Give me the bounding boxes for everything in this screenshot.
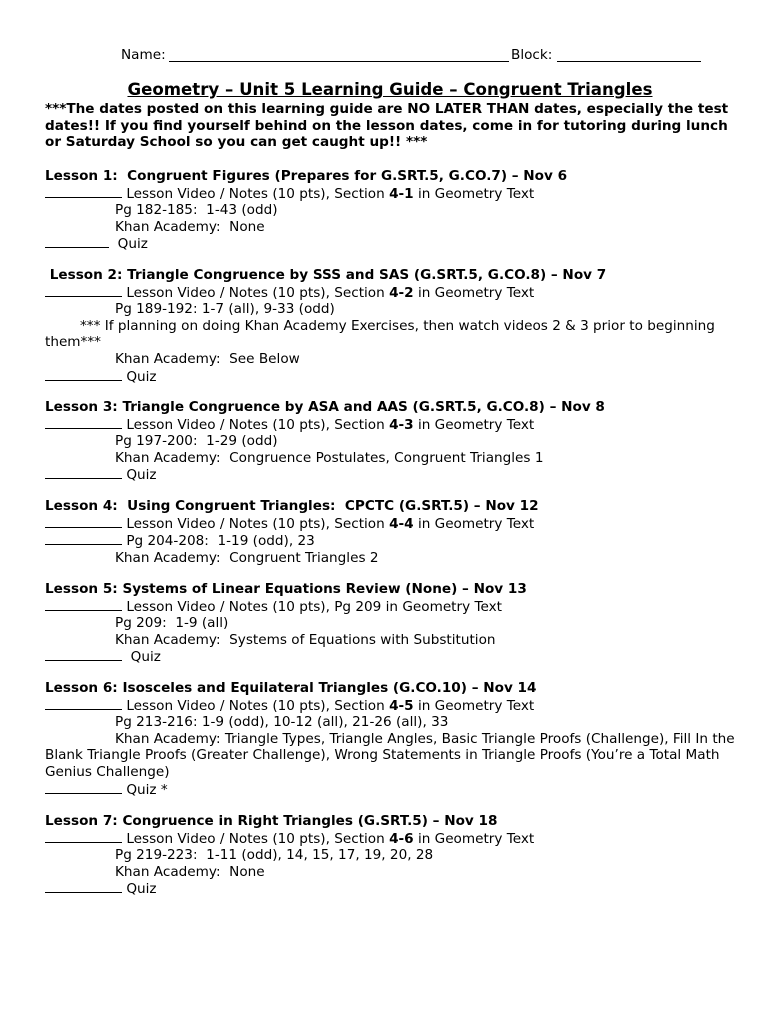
name-field[interactable] xyxy=(169,61,509,62)
lesson-3 xyxy=(45,399,735,484)
checkoff-blank[interactable] xyxy=(45,781,122,794)
khan-row: Khan Academy: Triangle Types, Triangle Angles, Basic Triangle Proofs (Challenge), Fill In the Blank Triangle Proofs (Greater Challenge), Wrong Statements in Triangle Proofs (You’re a Total Math Genius Challenge) xyxy=(45,730,735,780)
lesson-title: Lesson 2: Triangle Congruence by SSS and SAS (G.SRT.5, G.CO.8) – Nov 7 xyxy=(45,267,607,283)
pages-row: Pg 219-223: 1-11 (odd), 14, 15, 17, 19, 20, 28 xyxy=(115,847,434,864)
quiz-row: Quiz xyxy=(45,648,735,666)
checkoff-blank[interactable] xyxy=(45,284,122,297)
quiz-row: Quiz xyxy=(45,368,735,386)
video-row: Lesson Video / Notes (10 pts), Pg 209 in Geometry Text xyxy=(45,598,735,616)
lesson-title: Lesson 7: Congruence in Right Triangles (G.SRT.5) – Nov 18 xyxy=(45,813,498,829)
video-row: Lesson Video / Notes (10 pts), Section 4-2 in Geometry Text xyxy=(45,284,735,302)
section-number: 4-6 xyxy=(389,830,414,847)
khan-row: Khan Academy: See Below xyxy=(115,350,300,367)
quiz-row: Quiz * xyxy=(45,781,735,799)
pages-row: Pg 189-192: 1-7 (all), 9-33 (odd) xyxy=(115,301,335,318)
khan-row: Khan Academy: None xyxy=(115,218,265,235)
khan-row: Khan Academy: Congruence Postulates, Congruent Triangles 1 xyxy=(115,449,544,466)
lesson-6 xyxy=(45,680,735,798)
pages-row: Pg 213-216: 1-9 (odd), 10-12 (all), 21-26 (all), 33 xyxy=(115,714,449,731)
pages-row: Pg 209: 1-9 (all) xyxy=(115,615,229,632)
pages-row: Pg 182-185: 1-43 (odd) xyxy=(115,202,278,219)
video-row: Lesson Video / Notes (10 pts), Section 4-1 in Geometry Text xyxy=(45,185,735,203)
checkoff-blank[interactable] xyxy=(45,697,122,710)
checkoff-blank[interactable] xyxy=(45,598,122,611)
checkoff-blank[interactable] xyxy=(45,830,122,843)
lesson-title: Lesson 3: Triangle Congruence by ASA and AAS (G.SRT.5, G.CO.8) – Nov 8 xyxy=(45,399,605,415)
checkoff-blank[interactable] xyxy=(45,532,122,545)
lesson-title: Lesson 4: Using Congruent Triangles: CPCTC (G.SRT.5) – Nov 12 xyxy=(45,498,539,514)
video-row: Lesson Video / Notes (10 pts), Section 4-3 in Geometry Text xyxy=(45,416,735,434)
lesson-7 xyxy=(45,813,735,898)
quiz-row: Quiz xyxy=(45,235,735,253)
khan-note: *** If planning on doing Khan Academy Exercises, then watch videos 2 & 3 prior to beginning them*** xyxy=(45,317,715,351)
checkoff-blank[interactable] xyxy=(45,368,122,381)
name-label: Name: xyxy=(121,47,166,63)
block-field[interactable] xyxy=(557,61,701,62)
checkoff-blank[interactable] xyxy=(45,235,109,248)
lesson-title: Lesson 1: Congruent Figures (Prepares for G.SRT.5, G.CO.7) – Nov 6 xyxy=(45,168,568,184)
lesson-2 xyxy=(45,267,735,385)
khan-row: Khan Academy: Systems of Equations with Substitution xyxy=(115,631,496,648)
block-label: Block: xyxy=(511,47,553,63)
checkoff-blank[interactable] xyxy=(45,515,122,528)
khan-row: Khan Academy: None xyxy=(115,863,265,880)
checkoff-blank[interactable] xyxy=(45,185,122,198)
video-row: Lesson Video / Notes (10 pts), Section 4-5 in Geometry Text xyxy=(45,697,735,715)
checkoff-blank[interactable] xyxy=(45,466,122,479)
checkoff-blank[interactable] xyxy=(45,648,122,661)
dates-notice: ***The dates posted on this learning guide are NO LATER THAN dates, especially the test dates!! If you find yourself behind on the lesson dates, come in for tutoring during lunch or Saturday School so you can get caught up!! *** xyxy=(45,101,729,151)
quiz-row: Quiz xyxy=(45,466,735,484)
pages-row: Pg 197-200: 1-29 (odd) xyxy=(115,433,278,450)
lesson-4 xyxy=(45,498,735,566)
video-row: Lesson Video / Notes (10 pts), Section 4-4 in Geometry Text xyxy=(45,515,735,533)
section-number: 4-2 xyxy=(389,284,414,301)
lesson-title: Lesson 5: Systems of Linear Equations Review (None) – Nov 13 xyxy=(45,581,527,597)
section-number: 4-5 xyxy=(389,697,414,714)
lesson-1 xyxy=(45,168,735,253)
checkoff-blank[interactable] xyxy=(45,880,122,893)
video-row: Lesson Video / Notes (10 pts), Section 4-6 in Geometry Text xyxy=(45,830,735,848)
khan-row: Khan Academy: Congruent Triangles 2 xyxy=(115,549,379,566)
checkoff-blank[interactable] xyxy=(45,416,122,429)
lesson-title: Lesson 6: Isosceles and Equilateral Triangles (G.CO.10) – Nov 14 xyxy=(45,680,537,696)
pages-row: Pg 204-208: 1-19 (odd), 23 xyxy=(45,532,735,550)
page-title: Geometry – Unit 5 Learning Guide – Congruent Triangles xyxy=(127,80,653,99)
student-info-header xyxy=(121,47,761,65)
section-number: 4-1 xyxy=(389,185,414,202)
quiz-row: Quiz xyxy=(45,880,735,898)
lesson-5 xyxy=(45,581,735,666)
section-number: 4-4 xyxy=(389,515,414,532)
section-number: 4-3 xyxy=(389,416,414,433)
